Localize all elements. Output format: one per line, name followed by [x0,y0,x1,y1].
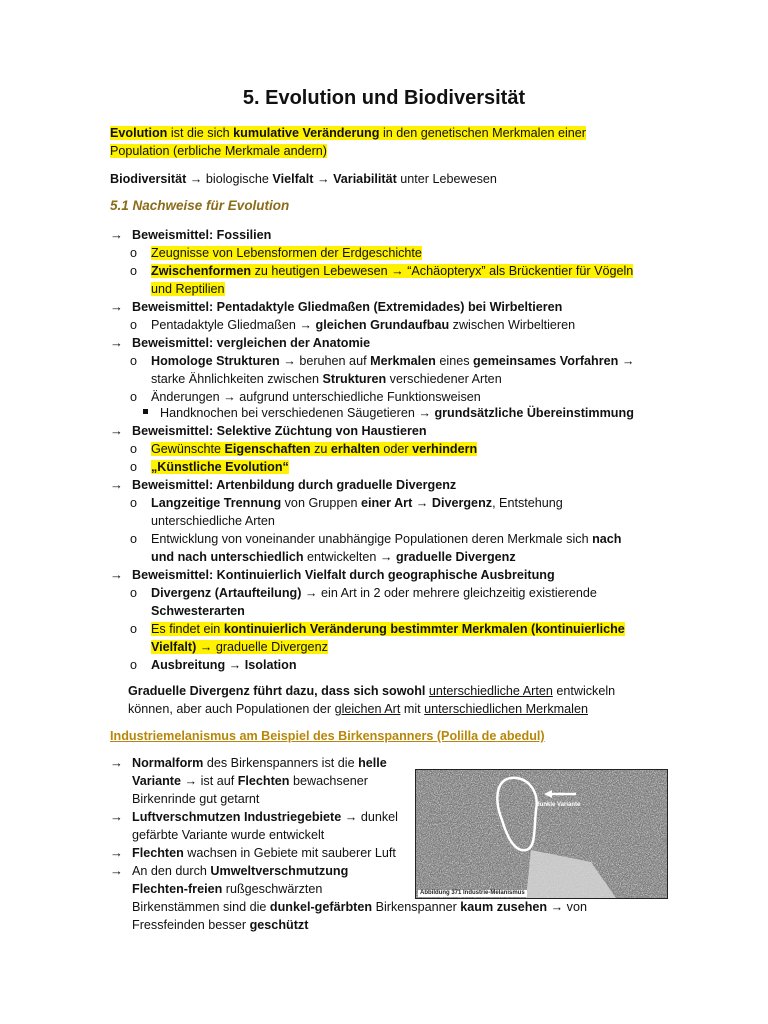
arrow-bullet: → [110,335,123,350]
section-heading-nachweise: 5.1 Nachweise für Evolution [110,198,290,213]
divergence-item-2-cont: und nach unterschiedlich entwickelten → graduelle Divergenz [151,550,516,564]
circle-bullet: o [130,318,138,332]
birch-bark-photo [415,769,668,899]
evidence-anatomy-heading: Beweismittel: vergleichen der Anatomie [132,336,371,350]
bark-texture-image [416,770,667,898]
arrow-bullet: → [110,299,123,314]
industrial-item-1-cont2: Birkenrinde gut getarnt [132,792,260,806]
arrow-bullet: → [110,809,123,824]
geographic-item-3: Ausbreitung → Isolation [151,658,297,672]
divergence-item-1: Langzeitige Trennung von Gruppen einer Art → Divergenz, Entstehung [151,496,563,510]
breeding-item-2: „Künstliche Evolution“ [151,460,289,474]
evidence-pentadactyl-heading: Beweismittel: Pentadaktyle Gliedmaßen (Extremidades) bei Wirbeltieren [132,300,563,314]
circle-bullet: o [130,442,138,456]
geographic-item-1: Divergenz (Artaufteilung) → ein Art in 2 oder mehrere gleichzeitig existierende [151,586,597,600]
fossils-item-2-cont: und Reptilien [151,282,225,296]
evolution-definition-line1: Evolution ist die sich kumulative Veränderung in den genetischen Merkmalen einer [110,126,586,140]
fossils-item-2: Zwischenformen zu heutigen Lebewesen → “Achäopteryx” als Brückentier für Vögeln [151,264,634,278]
industrial-item-1-cont: Variante → ist auf Flechten bewachsener [132,774,368,788]
industrial-item-3: Flechten wachsen in Gebiete mit sauberer Luft [132,846,396,860]
evidence-geographic-heading: Beweismittel: Kontinuierlich Vielfalt durch geographische Ausbreitung [132,568,555,582]
arrow-bullet: → [110,567,123,582]
circle-bullet: o [130,496,138,510]
breeding-item-1: Gewünschte Eigenschaften zu erhalten oder verhindern [151,442,478,456]
circle-bullet: o [130,390,138,404]
arrow-bullet: → [110,423,123,438]
fossils-item-1: Zeugnisse von Lebensformen der Erdgeschichte [151,246,422,260]
circle-bullet: o [130,622,138,636]
square-bullet [143,409,148,414]
photo-caption: Abbildung 371 Industrie-Melanismus [420,890,525,896]
page-title: 5. Evolution und Biodiversität [242,87,526,109]
geographic-item-1-cont: Schwesterarten [151,604,245,618]
industrial-item-4-cont: Flechten-freien rußgeschwärzten [132,882,323,896]
divergence-item-2: Entwicklung von voneinander unabhängige Populationen deren Merkmale sich nach [151,532,622,546]
industrial-item-4-cont3: Fressfeinden besser geschützt [132,918,309,932]
circle-bullet: o [130,354,138,368]
anatomy-item-1: Homologe Strukturen → beruhen auf Merkmalen eines gemeinsames Vorfahren → [151,354,635,368]
circle-bullet: o [130,246,138,260]
evidence-breeding-heading: Beweismittel: Selektive Züchtung von Haustieren [132,424,427,438]
circle-bullet: o [130,658,138,672]
circle-bullet: o [130,264,138,278]
industrial-item-4: An den durch Umweltverschmutzung [132,864,349,878]
arrow-bullet: → [110,845,123,860]
section-heading-industriemelanismus: Industriemelanismus am Beispiel des Birkenspanners (Polilla de abedul) [110,729,545,743]
pentadactyl-item-1: Pentadaktyle Gliedmaßen → gleichen Grundaufbau zwischen Wirbeltieren [151,318,576,332]
anatomy-item-2: Änderungen → aufgrund unterschiedliche Funktionsweisen [151,390,481,404]
arrow-bullet: → [110,755,123,770]
dark-variant-label: dunkle Variante [536,802,581,808]
industrial-item-4-cont2: Birkenstämmen sind die dunkel-gefärbten Birkenspanner kaum zusehen → von [132,900,587,914]
summary-line2: können, aber auch Populationen der gleichen Art mit unterschiedlichen Merkmalen [128,702,588,716]
geographic-item-2: Es findet ein kontinuierlich Veränderung bestimmter Merkmalen (kontinuierliche [151,622,625,636]
arrow-bullet: → [110,863,123,878]
circle-bullet: o [130,586,138,600]
evolution-definition-line2: Population (erbliche Merkmale andern) [110,144,328,158]
industrial-item-2: Luftverschmutzen Industriegebiete → dunkel [132,810,398,824]
divergence-item-1-cont: unterschiedliche Arten [151,514,275,528]
evidence-divergence-heading: Beweismittel: Artenbildung durch graduelle Divergenz [132,478,457,492]
summary-line1: Graduelle Divergenz führt dazu, dass sich sowohl unterschiedliche Arten entwickeln [128,684,616,698]
arrow-bullet: → [110,477,123,492]
anatomy-subitem-1: Handknochen bei verschiedenen Säugetieren → grundsätzliche Übereinstimmung [160,406,634,420]
arrow-bullet: → [110,227,123,242]
geographic-item-2-cont: Vielfalt) → graduelle Divergenz [151,640,328,654]
circle-bullet: o [130,532,138,546]
industrial-item-1: Normalform des Birkenspanners ist die helle [132,756,387,770]
industrial-item-2-cont: gefärbte Variante wurde entwickelt [132,828,325,842]
biodiversity-definition: Biodiversität → biologische Vielfalt → Variabilität unter Lebewesen [110,172,497,186]
circle-bullet: o [130,460,138,474]
evidence-fossils-heading: Beweismittel: Fossilien [132,228,272,242]
anatomy-item-1-cont: starke Ähnlichkeiten zwischen Strukturen verschiedener Arten [151,372,502,386]
